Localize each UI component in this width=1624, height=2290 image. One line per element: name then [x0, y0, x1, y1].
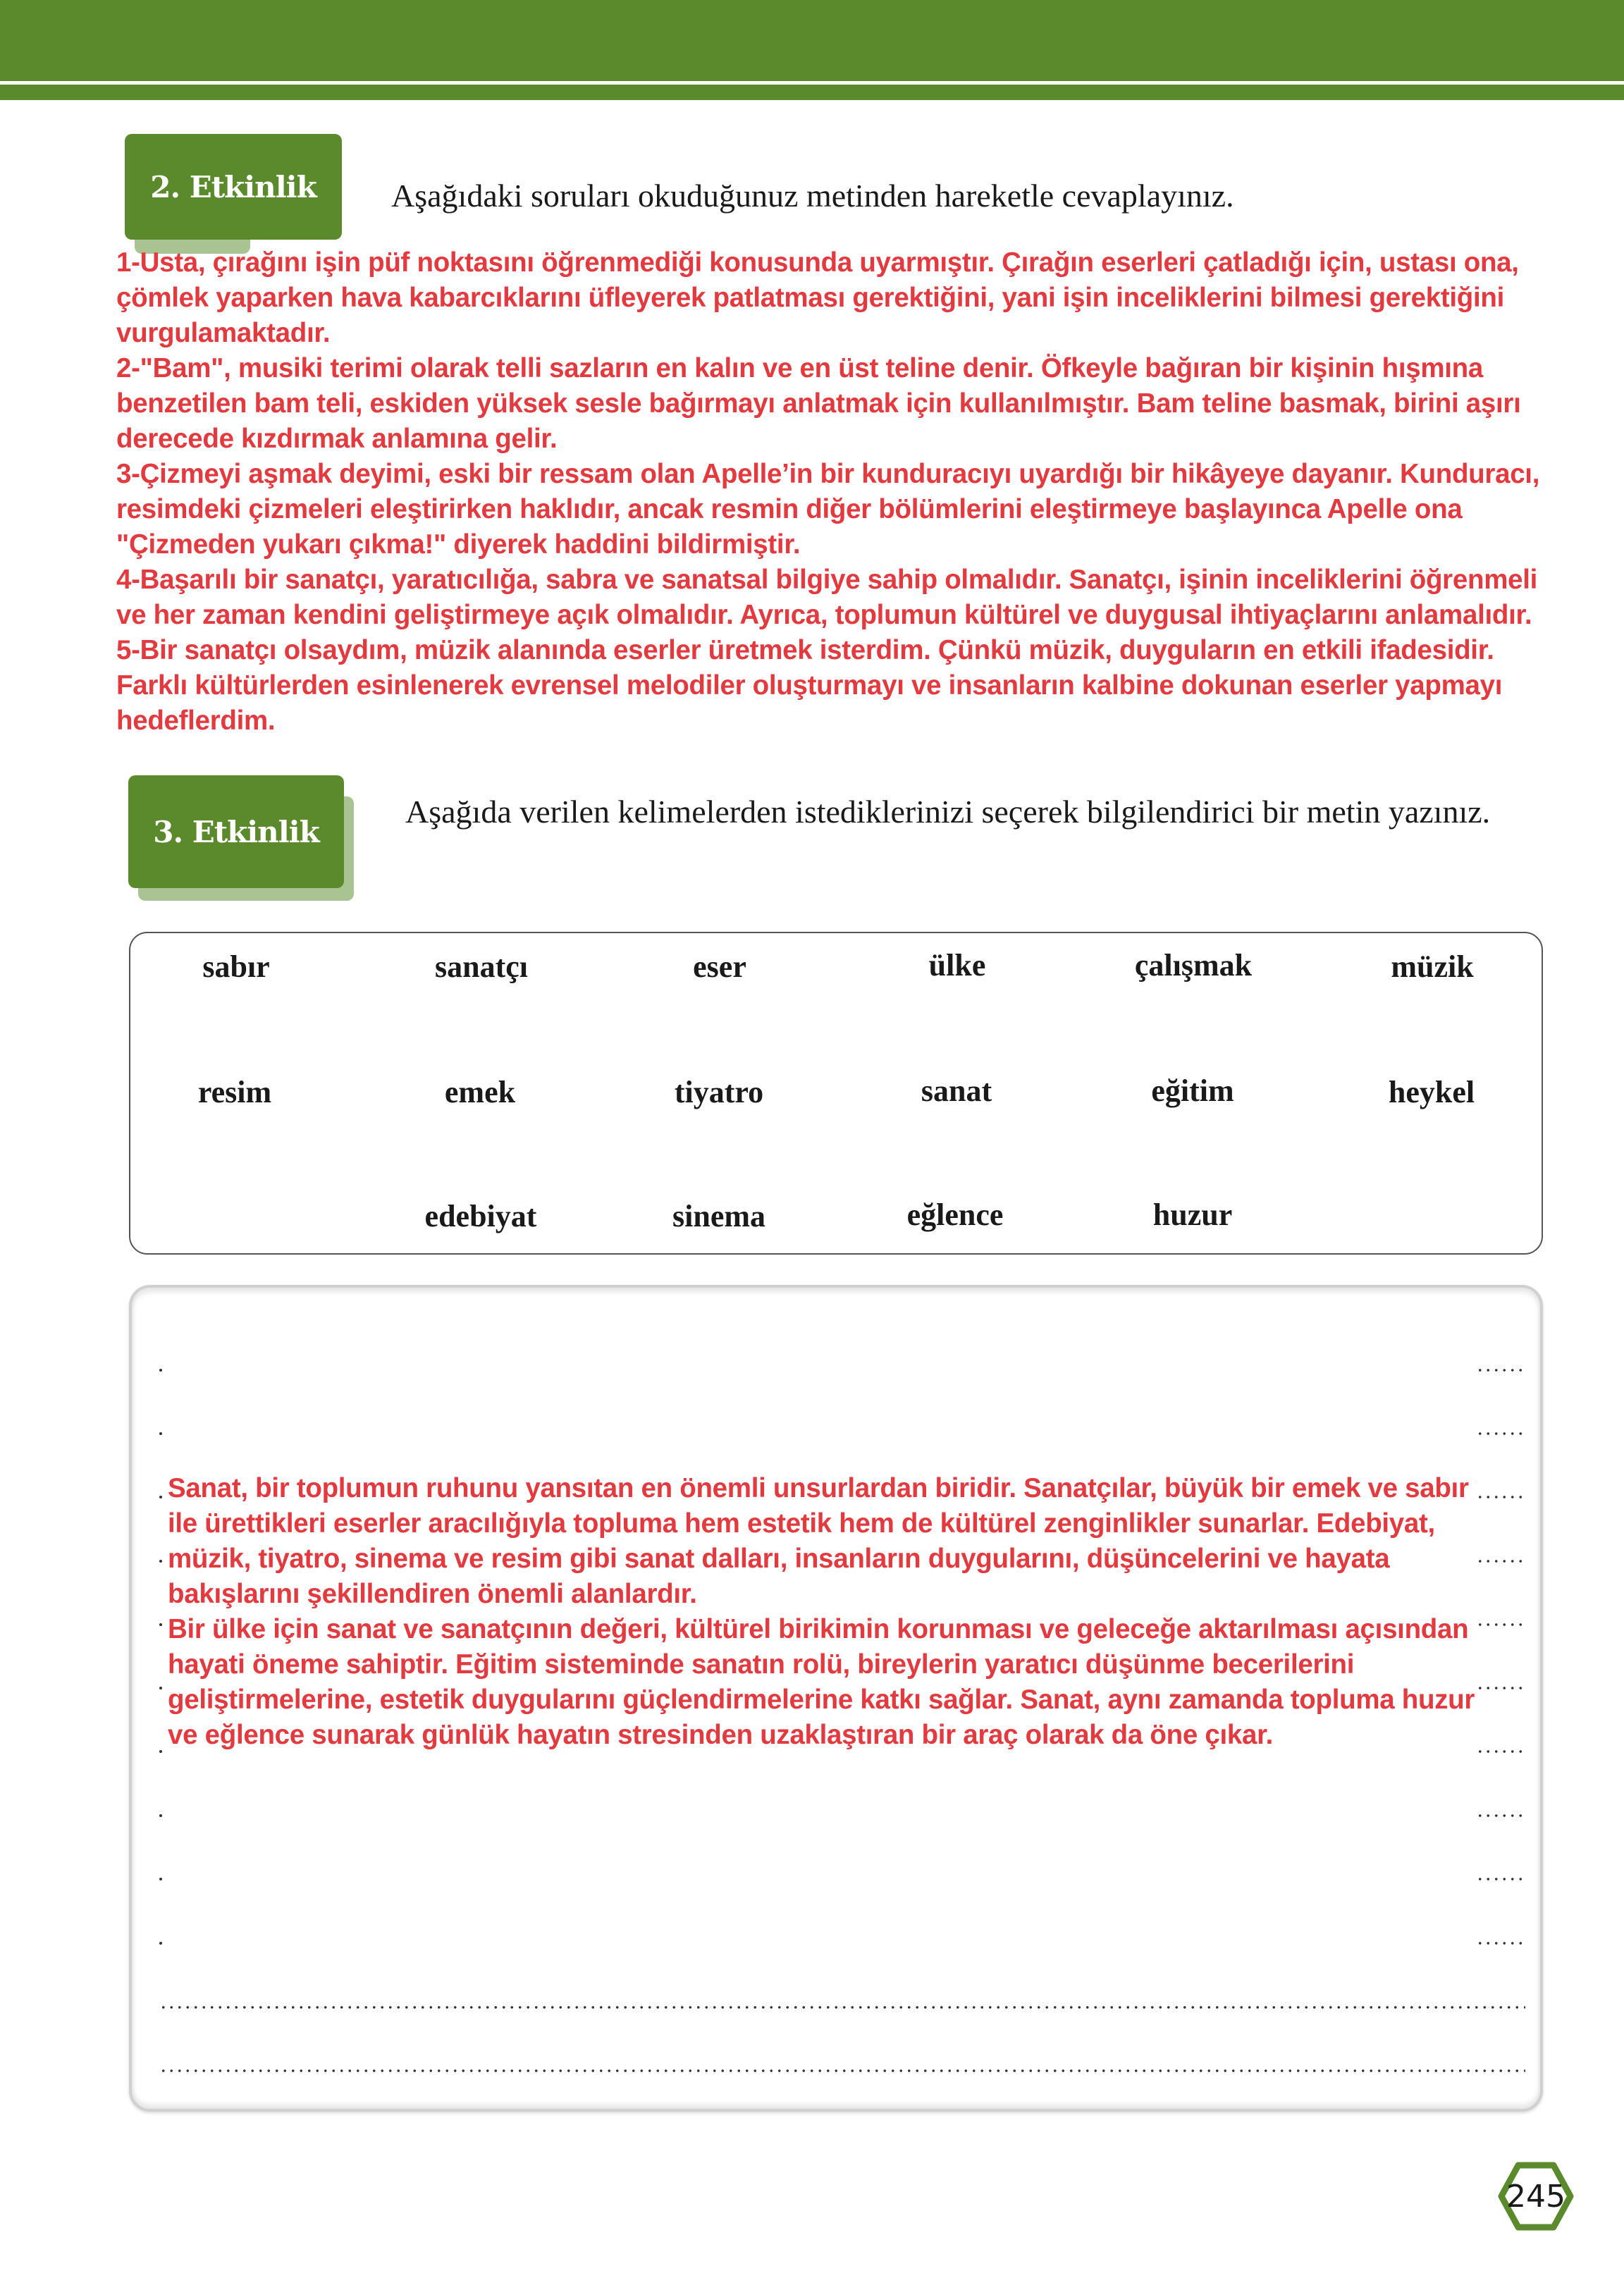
essay-paragraph-1: Sanat, bir toplumun ruhunu yansıtan en önemli unsurlardan biridir. Sanatçılar, büyük bir emek ve sabır ile ürettikleri eserler aracılığıyla topluma hem estetik hem de kültürel zenginlikler sunarlar. Edebiyat, müzik, tiyatro, sinema ve resim gibi sanat dalları, insanların duygularını, düşüncelerini ve hayata bakışlarını şekillendiren önemli alanlardır. [168, 1473, 1469, 1609]
writing-line-end [1476, 1432, 1525, 1435]
writing-line-end [1476, 1750, 1525, 1753]
essay-paragraph-2: Bir ülke için sanat ve sanatçının değeri, kültürel birikimin korunması ve geleceğe aktarılması açısından hayati öneme sahiptir. Eğitim sisteminde sanatın rolü, bireylerin yaratıcı düşünme becerilerini geliştirmelerine, estetik duygularını güçlendirmelerine katkı sağlar. Sanat, aynı zamanda topluma huzur ve eğlence sunarak günlük hayatın stresinden uzaklaştıran bir araç olarak da öne çıkar. [168, 1614, 1475, 1750]
writing-line-end [1476, 1623, 1525, 1626]
writing-line-full [159, 2069, 1525, 2072]
activity-3-tag-label: 3. Etkinlik [153, 814, 319, 849]
word-sanatci: sanatçı [435, 949, 528, 984]
writing-line-full [159, 2006, 1525, 2009]
writing-line-start [159, 1432, 162, 1435]
word-egitim: eğitim [1151, 1073, 1234, 1108]
word-heykel: heykel [1388, 1075, 1475, 1109]
writing-line-start [159, 1814, 162, 1817]
writing-line-end [1476, 1560, 1525, 1563]
word-tiyatro: tiyatro [674, 1075, 764, 1109]
answer-5: 5-Bir sanatçı olsaydım, müzik alanında eserler üretmek isterdim. Çünkü müzik, duyguların en etkili ifadesidir. Farklı kültürlerden esinlenerek evrensel melodiler oluşturmayı ve insanların kalbine dokunan eserler yapmayı hedeflerdim. [116, 635, 1503, 736]
writing-line-start [159, 1623, 162, 1626]
writing-line-end [1476, 1814, 1525, 1817]
word-emek: emek [444, 1075, 516, 1109]
answer-1: 1-Usta, çırağını işin püf noktasını öğrenmediği konusunda uyarmıştır. Çırağın eserleri çatladığı için, ustası ona, çömlek yaparken hava kabarcıklarını üfleyerek patlatması gerektiğini, yani işin inceliklerini bilmesi gerektiğini vurgulamaktadır. [116, 247, 1519, 348]
answer-3: 3-Çizmeyi aşmak deyimi, eski bir ressam olan Apelle’in bir kunduracıyı uyardığı bir hikâyeye dayanır. Kunduracı, resimdeki çizmeleri eleştirirken haklıdır, ancak resmin diğer bölümlerini eleştirmeye başlayınca Apelle ona "Çizmeden yukarı çıkma!" diyerek haddini bildirmiştir. [116, 459, 1540, 560]
writing-line-start [159, 1750, 162, 1753]
word-calismak: çalışmak [1134, 948, 1253, 983]
word-ulke: ülke [928, 948, 986, 983]
writing-line-start [159, 1687, 162, 1689]
activity-2-answers [116, 245, 1554, 739]
writing-line-start [159, 1560, 162, 1563]
header-band [0, 0, 1624, 81]
writing-line-end [1476, 1942, 1525, 1945]
word-sinema: sinema [672, 1199, 765, 1233]
writing-line-start [159, 1369, 162, 1372]
page-number-badge [1497, 2161, 1575, 2231]
writing-line-end [1476, 1369, 1525, 1372]
header-stripe [0, 85, 1624, 100]
word-huzur: huzur [1152, 1198, 1233, 1232]
writing-line-start [159, 1496, 162, 1498]
writing-line-end [1476, 1878, 1525, 1880]
page-number: 245 [1506, 2178, 1565, 2215]
word-eser: eser [693, 949, 746, 984]
word-eglence: eğlence [906, 1198, 1004, 1232]
word-sanat: sanat [921, 1073, 992, 1108]
writing-line-start [159, 1942, 162, 1945]
answer-2: 2-"Bam", musiki terimi olarak telli sazların en kalın ve en üst teline denir. Öfkeyle bağıran bir kişinin hışmına benzetilen bam teli, eskiden yüksek sesle bağırmayı anlatmak için kullanılmıştır. Bam teline basmak, birini aşırı derecede kızdırmak anlamına gelir. [116, 353, 1521, 454]
activity-2-instruction: Aşağıdaki soruları okuduğunuz metinden hareketle cevaplayınız. [391, 178, 1234, 214]
writing-line-end [1476, 1687, 1525, 1689]
word-resim: resim [197, 1075, 272, 1109]
writing-line-start [159, 1878, 162, 1880]
activity-2-tag-label: 2. Etkinlik [150, 169, 316, 204]
activity-3-instruction: Aşağıda verilen kelimelerden istediklerinizi seçerek bilgilendirici bir metin yazınız. [405, 794, 1491, 830]
word-edebiyat: edebiyat [424, 1199, 537, 1233]
word-bank [129, 932, 1543, 1255]
writing-line-end [1476, 1496, 1525, 1498]
word-muzik: müzik [1391, 949, 1474, 984]
essay-text [168, 1471, 1479, 1753]
answer-4: 4-Başarılı bir sanatçı, yaratıcılığa, sabra ve sanatsal bilgiye sahip olmalıdır. Sanatçı, işinin inceliklerini öğrenmeli ve her zaman kendini geliştirmeye açık olmalıdır. Ayrıca, toplumun kültürel ve duygusal ihtiyaçlarını anlamalıdır. [116, 565, 1538, 630]
word-sabir: sabır [202, 949, 270, 984]
